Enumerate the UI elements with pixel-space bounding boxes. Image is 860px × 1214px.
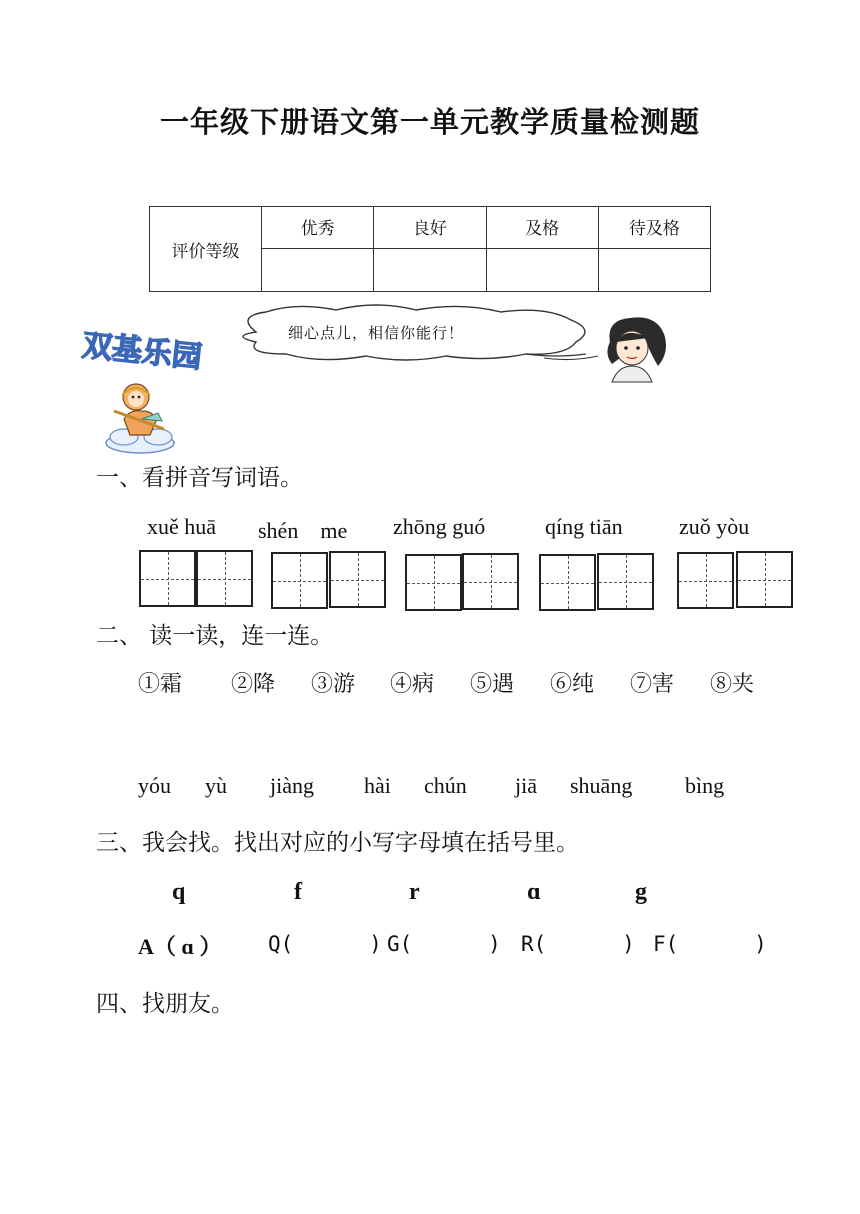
monkey-cartoon-icon xyxy=(100,375,182,457)
speech-text: 细心点儿，相信你能行！ xyxy=(288,324,465,342)
grade-label: 评价等级 xyxy=(150,207,262,292)
section-2-heading: 二、 读一读，连一连。 xyxy=(96,623,334,649)
s2-char-3[interactable]: ③游 xyxy=(311,672,356,697)
grade-excellent-cell[interactable] xyxy=(262,249,374,292)
s2-pinyin-7[interactable]: shuāng xyxy=(570,773,633,798)
writing-grid-cell[interactable] xyxy=(597,553,654,610)
s3-letter-4: ɑ xyxy=(527,879,541,905)
s1-pinyin-2: shén me xyxy=(258,518,348,543)
s2-char-6[interactable]: ⑥纯 xyxy=(550,672,595,697)
s2-char-1[interactable]: ①霜 xyxy=(138,672,183,697)
page-title: 一年级下册语文第一单元教学质量检测题 xyxy=(159,105,700,139)
writing-grid-cell[interactable] xyxy=(271,552,328,609)
s3-letter-1: q xyxy=(172,879,186,905)
s1-pinyin-4: qíng tiān xyxy=(545,514,623,539)
s2-pinyin-5[interactable]: chún xyxy=(424,773,467,798)
s2-pinyin-1[interactable]: yóu xyxy=(138,773,171,798)
s3-letter-3: r xyxy=(409,879,420,905)
grade-needs-improvement-cell[interactable] xyxy=(598,249,710,292)
s2-char-7[interactable]: ⑦害 xyxy=(630,672,675,697)
section-1-heading: 一、看拼音写词语。 xyxy=(96,465,303,491)
writing-grid-cell[interactable] xyxy=(405,554,462,611)
grade-pass-cell[interactable] xyxy=(486,249,598,292)
s3-letter-2: f xyxy=(294,879,302,905)
grade-pass: 及格 xyxy=(486,207,598,249)
grade-excellent: 优秀 xyxy=(262,207,374,249)
section-4-heading: 四、找朋友。 xyxy=(96,991,234,1017)
grade-good: 良好 xyxy=(374,207,486,249)
logo-text: 双基乐园 xyxy=(80,328,204,376)
s2-pinyin-6[interactable]: jiā xyxy=(515,773,537,798)
writing-grid-cell[interactable] xyxy=(462,553,519,610)
s2-char-8[interactable]: ⑧夹 xyxy=(710,672,755,697)
logo-shuangji-leyuan xyxy=(78,322,228,382)
s3-blank-q[interactable]: Q( ) xyxy=(268,932,382,956)
s2-char-4[interactable]: ④病 xyxy=(390,672,435,697)
s2-pinyin-8[interactable]: bìng xyxy=(685,773,725,798)
writing-grid-cell[interactable] xyxy=(196,550,253,607)
s3-blank-f[interactable]: F( ) xyxy=(653,932,767,956)
writing-grid-cell[interactable] xyxy=(329,551,386,608)
s3-example: A（ ɑ ） xyxy=(138,934,222,959)
grade-good-cell[interactable] xyxy=(374,249,486,292)
girl-cartoon-icon xyxy=(598,312,672,384)
s2-pinyin-3[interactable]: jiàng xyxy=(270,773,314,798)
s1-pinyin-1: xuě huā xyxy=(147,514,217,539)
s1-pinyin-5: zuǒ yòu xyxy=(679,514,750,539)
s3-blank-g[interactable]: G( ) xyxy=(387,932,501,956)
writing-grid-cell[interactable] xyxy=(139,550,196,607)
s2-char-2[interactable]: ②降 xyxy=(231,672,276,697)
evaluation-grade-table xyxy=(149,206,711,292)
grade-needs-improvement: 待及格 xyxy=(598,207,710,249)
s3-blank-r[interactable]: R( ) xyxy=(521,932,635,956)
s2-char-5[interactable]: ⑤遇 xyxy=(470,672,515,697)
writing-grid-cell[interactable] xyxy=(677,552,734,609)
s3-letter-5: g xyxy=(635,879,647,905)
s2-pinyin-4[interactable]: hài xyxy=(364,773,391,798)
s2-pinyin-2[interactable]: yù xyxy=(205,773,227,798)
writing-grid-cell[interactable] xyxy=(539,554,596,611)
s1-pinyin-3: zhōng guó xyxy=(393,514,486,539)
writing-grid-cell[interactable] xyxy=(736,551,793,608)
section-3-heading: 三、我会找。找出对应的小写字母填在括号里。 xyxy=(96,830,579,856)
